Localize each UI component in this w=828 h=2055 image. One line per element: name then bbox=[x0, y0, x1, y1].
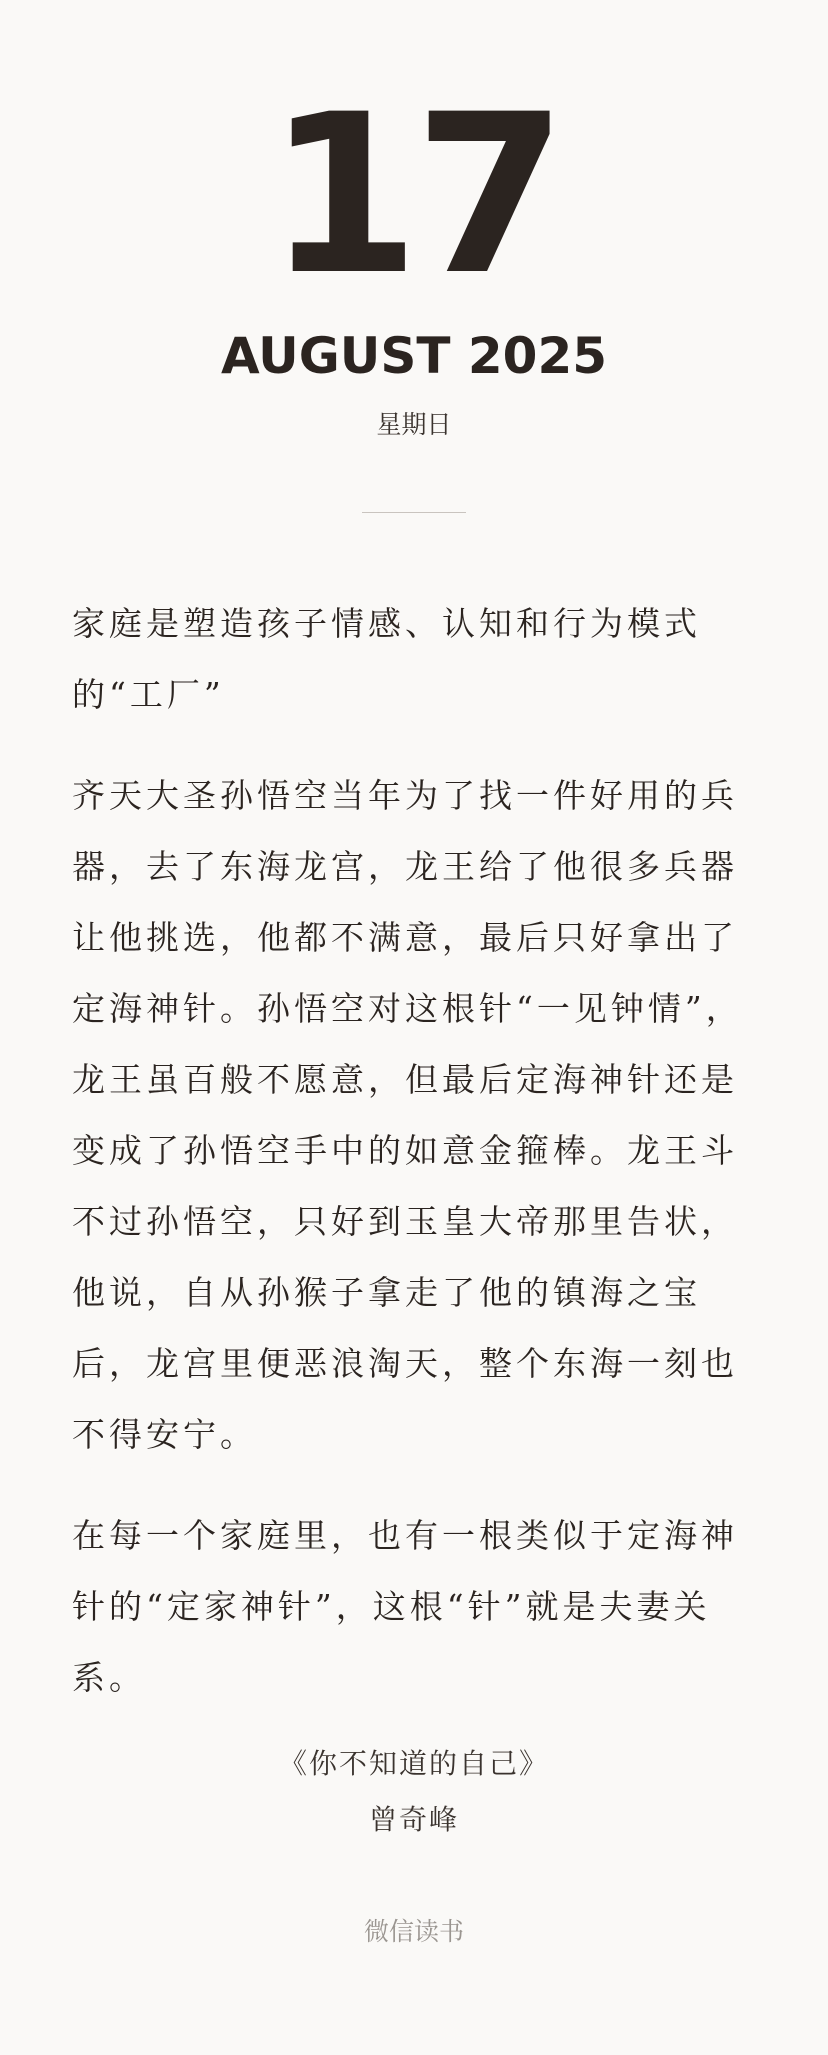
quote-paragraph-3: 在每一个家庭里，也有一根类似于定海神针的“定家神针”，这根“针”就是夫妻关系。 bbox=[72, 1516, 738, 1697]
brand-footer: 微信读书 bbox=[363, 1917, 464, 1946]
quote-paragraph-1: 家庭是塑造孩子情感、认知和行为模式的“工厂” bbox=[72, 604, 701, 714]
quote-paragraph-2: 齐天大圣孙悟空当年为了找一件好用的兵器，去了东海龙宫，龙王给了他很多兵器让他挑选，他都不满意，最后只好拿出了定海神针。孙悟空对这根针“一见钟情”，龙王虽百般不愿意，但最后定海神针还是变成了孙悟空手中的如意金箍棒。龙王斗不过孙悟空，只好到玉皇大帝那里告状，他说，自从孙猴子拿走了他的镇海之宝后，龙宫里便恶浪淘天，整个东海一刻也不得安宁。 bbox=[72, 776, 743, 1454]
quote-content bbox=[72, 588, 762, 1713]
date-day: 17 bbox=[266, 67, 562, 323]
book-title: 《你不知道的自己》 bbox=[278, 1747, 549, 1780]
date-month-year: AUGUST 2025 bbox=[220, 327, 608, 385]
divider bbox=[362, 512, 466, 513]
date-weekday: 星期日 bbox=[376, 410, 452, 439]
quote-source bbox=[0, 1742, 828, 1842]
book-author: 曾奇峰 bbox=[368, 1803, 459, 1836]
